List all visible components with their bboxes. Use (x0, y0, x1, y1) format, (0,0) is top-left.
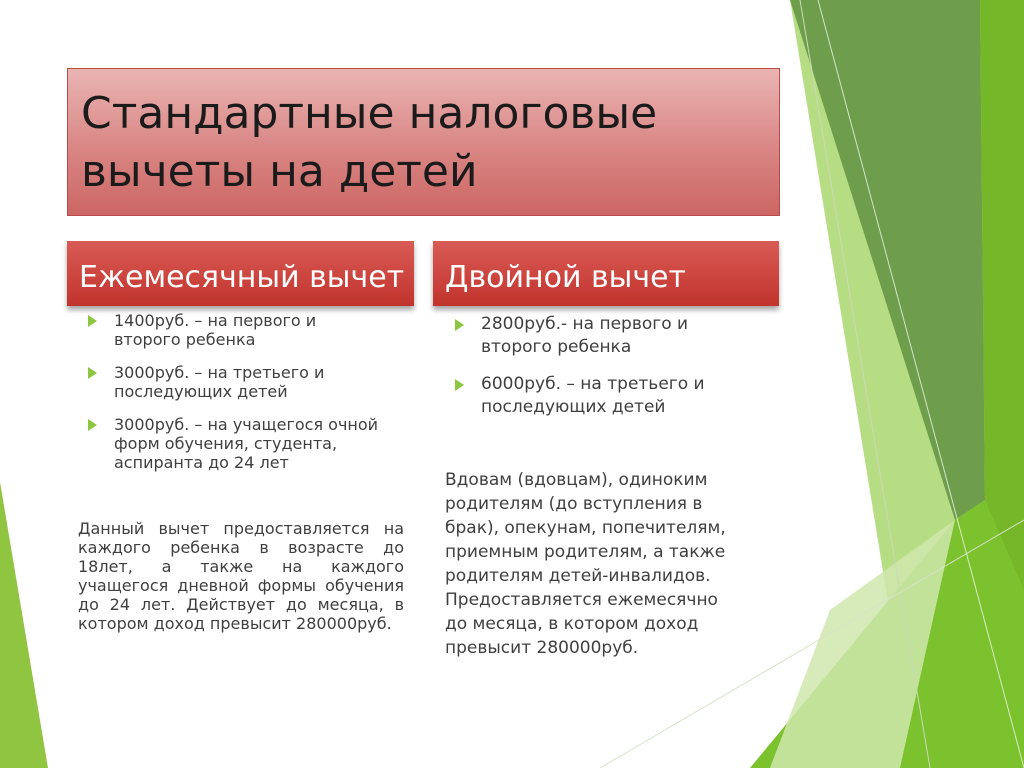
monthly-deduction-heading: Ежемесячный вычет (79, 260, 405, 295)
bullet-arrow-icon (88, 419, 97, 431)
bullet-arrow-icon (88, 367, 97, 379)
slide-title (81, 85, 771, 201)
list-item: 3000руб. – на учащегося очной форм обучения, студента, аспиранта до 24 лет (78, 415, 408, 472)
double-deduction-note: Вдовам (вдовцам), одиноким родителям (до вступления в брак), опекунам, попечителям, приемным родителям, а также родителям детей-инвалидов. Предоставляется ежемесячно до месяца, в котором доход превысит 280000руб. (445, 470, 726, 658)
slide-title-line-1: Стандартные налоговые (81, 88, 658, 139)
list-item: 2800руб.- на первого и второго ребенка (445, 313, 775, 359)
title-box (67, 68, 780, 216)
double-deduction-heading: Двойной вычет (445, 260, 686, 295)
deco-shape-left-green (0, 482, 48, 768)
list-item: 6000руб. – на третьего и последующих детей (445, 373, 775, 419)
list-item: 3000руб. – на третьего и последующих детей (78, 363, 408, 401)
slide-title-line-2: вычеты на детей (81, 146, 478, 197)
monthly-deduction-header (67, 241, 414, 306)
bullet-arrow-icon (455, 319, 464, 331)
bullet-arrow-icon (88, 315, 97, 327)
bullet-arrow-icon (455, 379, 464, 391)
double-deduction-header (433, 241, 779, 306)
double-deduction-column (445, 313, 775, 419)
monthly-deduction-column (78, 311, 408, 472)
monthly-deduction-note: Данный вычет предоставляется на каждого ребенка в возрасте до 18лет, а также на каждого учащегося дневной формы обучения до 24 лет. Действует до месяца, в котором доход превысит 280000руб. (78, 519, 404, 633)
list-item: 1400руб. – на первого и второго ребенка (78, 311, 408, 349)
